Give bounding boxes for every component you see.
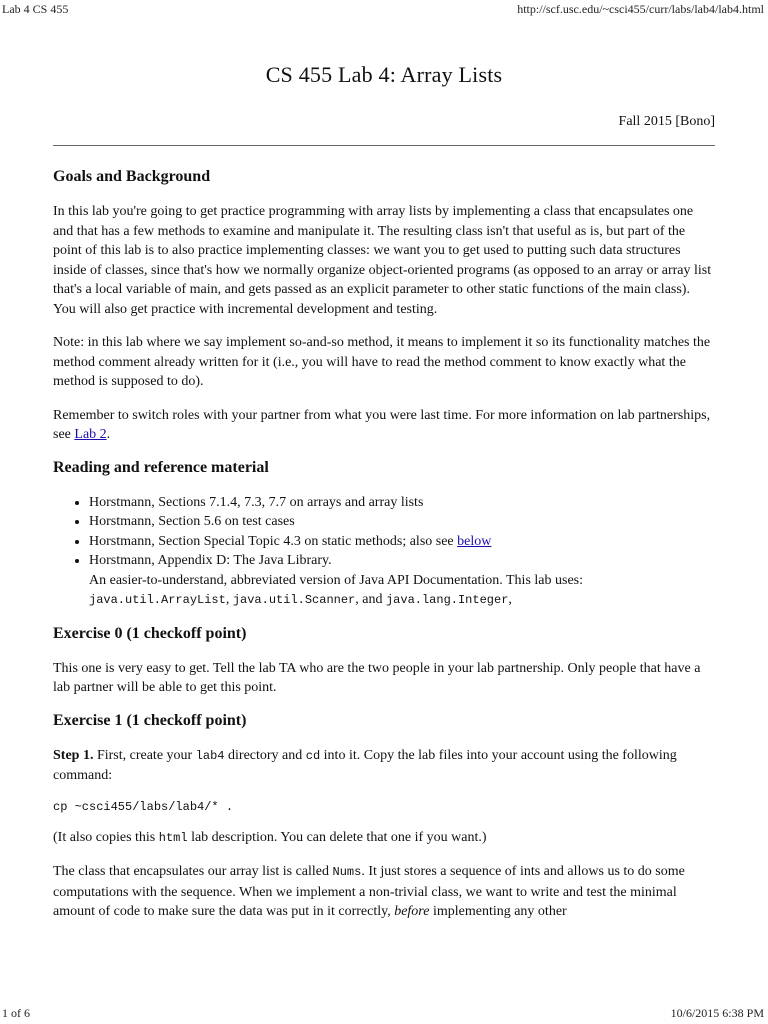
note-text-b: lab description. You can delete that one if you want.) (187, 829, 487, 845)
code-scanner: java.util.Scanner (232, 593, 356, 607)
goals-p3-text: Remember to switch roles with your partner from what you were last time. For more information on lab partnerships, see (53, 407, 711, 442)
exercise-1-heading: Exercise 1 (1 checkoff point) (53, 711, 247, 729)
code-arraylist: java.util.ArrayList (89, 593, 226, 607)
step-1-text-a: First, create your (93, 747, 196, 763)
step-1-text-c: into it. Copy the lab files into your account using the following command: (53, 747, 677, 783)
item4-sep2: , and (355, 592, 386, 607)
nums-paragraph (53, 862, 715, 922)
reading-heading: Reading and reference material (53, 458, 269, 476)
exercise-0-paragraph: This one is very easy to get. Tell the lab TA who are the two people in your lab partnership. Only people that have a lab partner will be able to get this point. (53, 660, 701, 695)
code-html: html (158, 830, 188, 845)
print-header-title: Lab 4 CS 455 (2, 2, 69, 16)
item4-line1: Horstmann, Appendix D: The Java Library. (89, 553, 332, 568)
goals-heading: Goals and Background (53, 168, 211, 185)
copy-note (53, 828, 715, 849)
divider (53, 145, 715, 146)
document-body (53, 62, 715, 936)
item3-text: Horstmann, Section Special Topic 4.3 on static methods; also see (89, 533, 458, 549)
byline: Fall 2015 [Bono] (618, 114, 715, 129)
print-header-url: http://scf.usc.edu/~csci455/curr/labs/lab4/lab4.html (517, 2, 764, 16)
code-lab4: lab4 (195, 748, 225, 763)
goals-p3-end: . (106, 427, 111, 442)
code-nums: Nums (332, 865, 362, 879)
goals-paragraph-1: In this lab you're going to get practice programming with array lists by implementing a class that encapsulates one and that has a few methods to examine and manipulate it. The resulting class isn't that useful as is, but part of the point of this lab is to also practice implementing classes: we want you to get used to putting such data structures inside of classes, since that's how we normally organize object-oriented programs (as opposed to an array or array list that's a local variable of main, and gets passed as an explicit parameter to other static functions of the main class). You will also get practice with incremental development and testing. (53, 204, 712, 317)
step-1-text-b: directory and (224, 747, 306, 763)
step-1-label: Step 1. (53, 747, 94, 763)
exercise-0-heading: Exercise 0 (1 checkoff point) (53, 624, 247, 642)
nums-text-c: implementing any other (429, 904, 567, 919)
below-link[interactable]: below (457, 533, 492, 549)
step-1-paragraph (53, 746, 715, 786)
list-item: • Horstmann, Sections 7.1.4, 7.3, 7.7 on arrays and array lists (89, 493, 715, 513)
code-cd: cd (305, 748, 321, 763)
code-integer: java.lang.Integer (385, 593, 509, 607)
item4-line2: An easier-to-understand, abbreviated version of Java API Documentation. This lab uses: (89, 572, 583, 588)
list-item: • Horstmann, Section 5.6 on test cases (89, 512, 715, 532)
copy-command: cp ~csci455/labs/lab4/* . (53, 799, 234, 814)
note-text-a: (It also copies this (53, 829, 159, 845)
print-footer-datetime: 10/6/2015 6:38 PM (670, 1006, 764, 1020)
goals-paragraph-3 (53, 406, 715, 445)
item4-end: , (508, 592, 512, 607)
page-title: CS 455 Lab 4: Array Lists (265, 62, 503, 87)
nums-text-b: . It just stores a sequence of ints and allows us to do some computations with the sequence. When we implement a non-trivial class, we want to write and test the minimal amount of code to make sure the data was put in it correctly, (53, 864, 685, 919)
list-item (89, 532, 715, 552)
goals-paragraph-2: Note: in this lab where we say implement so-and-so method, it means to implement it so its functionality matches the method comment already written for it (i.e., you will have to read the method comment to know exactly what the method is supposed to do). (53, 335, 711, 389)
list-item (89, 551, 715, 611)
item4-sep1: , (225, 592, 233, 607)
lab2-link[interactable]: Lab 2 (74, 427, 107, 442)
nums-text-a: The class that encapsulates our array list is called (53, 864, 333, 879)
print-footer-page: 1 of 6 (2, 1006, 30, 1020)
reading-list (53, 493, 715, 611)
emphasis-before: before (394, 904, 430, 919)
